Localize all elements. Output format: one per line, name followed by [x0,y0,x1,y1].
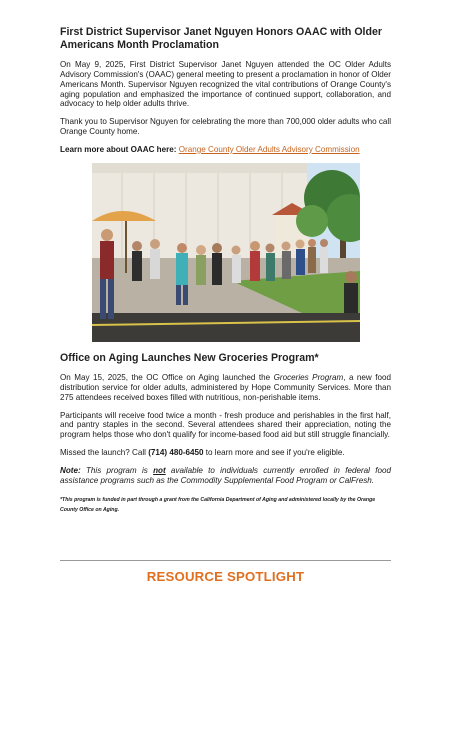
article2-para2: Participants will receive food twice a month - fresh produce and perishables in the first half, and pantry staples in the second. Several attendees shared their appreciation, noting the program helps those who don't qualify for income-based food aid but still struggle financially. [60,410,391,440]
phone-number: (714) 480-6450 [148,447,204,457]
oaac-link[interactable]: Orange County Older Adults Advisory Commission [178,144,360,154]
article2-para3 [60,448,391,458]
note-text: This program is [80,465,154,475]
groceries-event-photo [92,163,360,342]
funding-footnote: *This program is funded in part through a grant from the California Department of Aging and administered locally by the Orange County Office on Aging. [60,497,376,514]
note-text-end: available to individuals currently enrolled in federal food assistance programs such as the Commodity Supplemental Food Program or CalFresh. [60,465,391,485]
note-label: Note: [60,465,81,475]
learn-more-label: Learn more about OAAC here: [60,144,177,154]
groceries-program-name: Groceries Program [273,373,344,383]
eligibility-note [60,466,391,486]
learn-more-line [60,145,391,155]
note-not-emphasis: not [153,465,166,475]
call-text-end: to learn more and see if you're eligible. [203,447,345,457]
article2-title: Office on Aging Launches New Groceries Program* [60,351,319,364]
section-divider [60,560,391,561]
call-text: Missed the launch? Call [60,447,149,457]
newsletter-page [60,26,391,515]
article2-para1 [60,373,391,402]
article1-title: First District Supervisor Janet Nguyen Honors OAAC with Older Americans Month Proclamation [60,26,382,51]
article1-para1: On May 9, 2025, First District Supervisor Janet Nguyen attended the OC Older Adults Advisory Commission's (OAAC) general meeting to present a proclamation in honor of Older Americans Month. Supervisor Nguyen recognized the vital contributions of Orange County's aging population and emphasized the importance of continued support, collaboration, and advocacy to help older adults thrive. [60,60,391,109]
article2-para1-text-end: , a new food distribution service for older adults, administered by Hope Community Services. More than 275 attendees received boxes filled with nutritious, non-perishable items. [60,373,392,402]
article1-para2: Thank you to Supervisor Nguyen for celebrating the more than 700,000 older adults who call Orange County home. [60,117,391,136]
article2-para1-text: On May 15, 2025, the OC Office on Aging launched the [60,373,274,383]
resource-spotlight-heading: RESOURCE SPOTLIGHT [146,569,305,584]
